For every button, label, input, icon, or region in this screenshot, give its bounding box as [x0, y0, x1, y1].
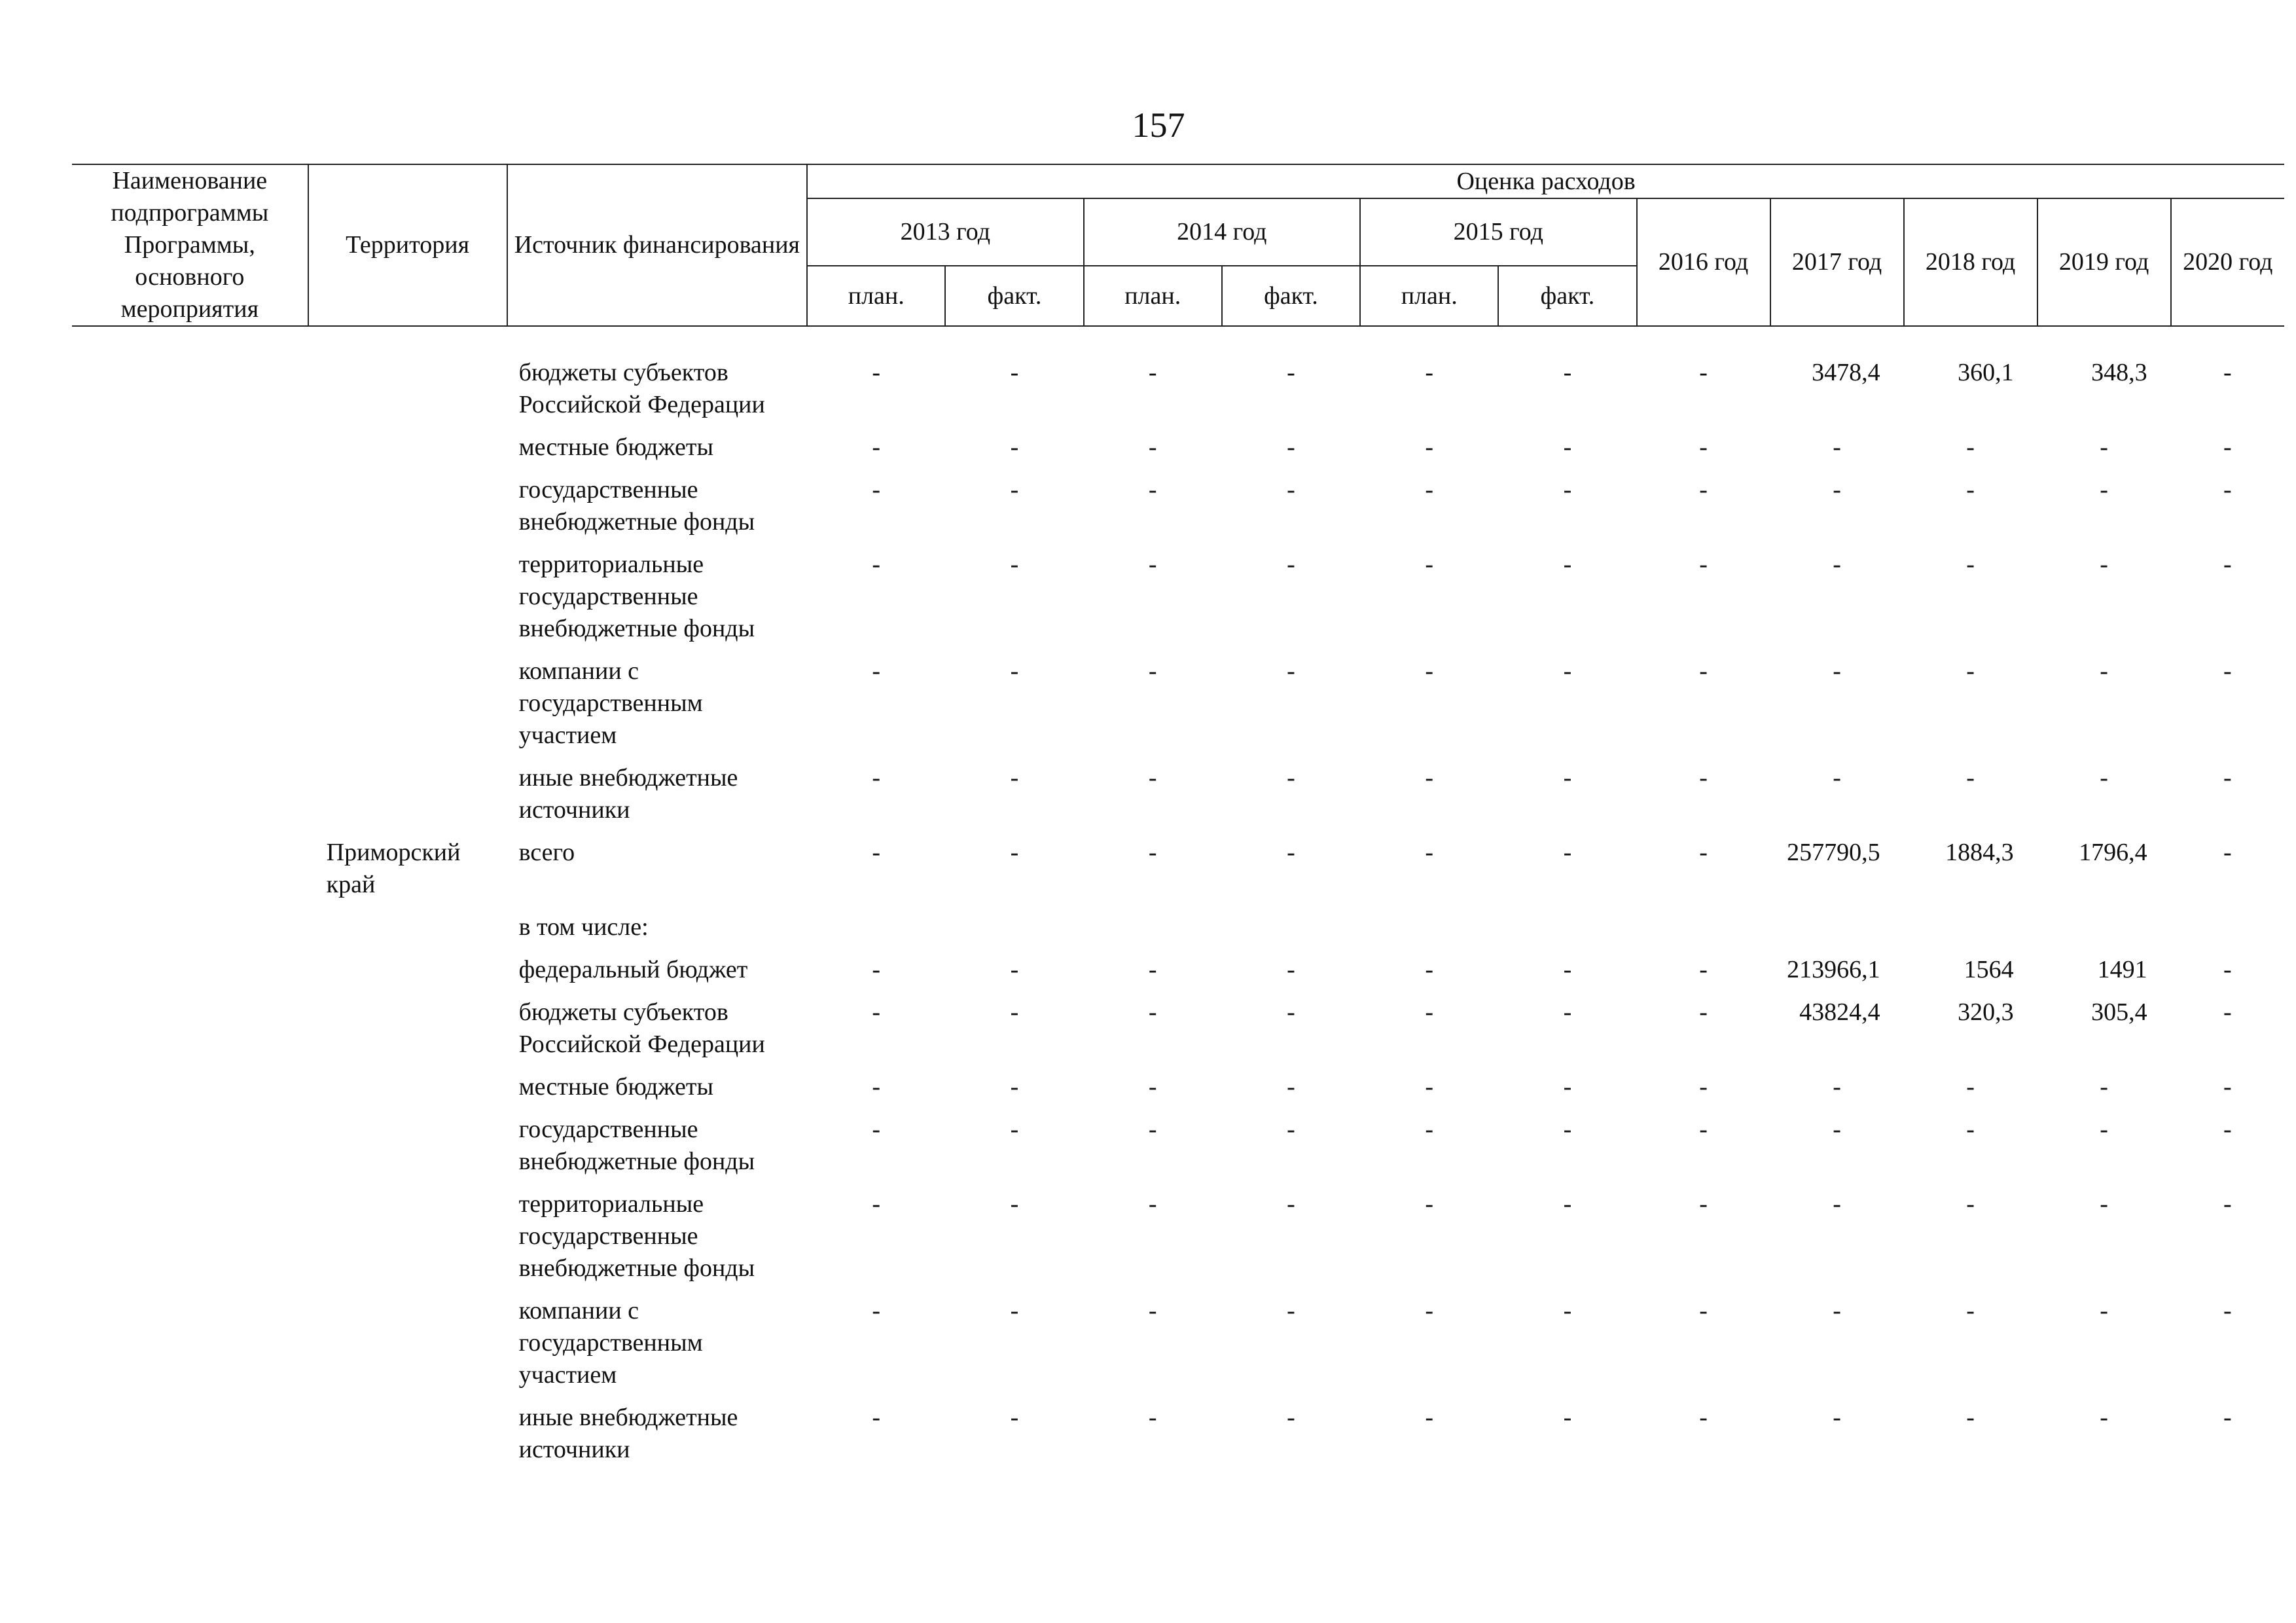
table-body: [72, 326, 2284, 1476]
row-value: -: [1833, 1190, 1841, 1218]
row-value: 1796,4: [2079, 839, 2147, 866]
row-value: -: [1287, 1190, 1295, 1218]
table-row: [72, 837, 2284, 911]
row-value: -: [1966, 1404, 1975, 1431]
row-value: -: [872, 359, 881, 386]
row-name-cell: [72, 954, 308, 996]
row-value: -: [1833, 1073, 1841, 1101]
row-value: 320,3: [1958, 998, 2014, 1026]
row-value: 3478,4: [1812, 359, 1880, 386]
row-value: [2171, 911, 2284, 954]
row-value: -: [1833, 657, 1841, 685]
row-value: -: [1425, 551, 1434, 578]
row-value: [1222, 911, 1360, 954]
row-value: -: [1563, 998, 1572, 1026]
row-value: -: [1287, 1297, 1295, 1324]
table-header: [72, 164, 2284, 326]
header-year-2014: 2014 год: [1084, 198, 1360, 266]
row-value: -: [1148, 1190, 1157, 1218]
row-value: -: [1287, 551, 1295, 578]
row-value: -: [1833, 551, 1841, 578]
header-plan-2013: план.: [807, 266, 945, 326]
row-value: -: [1966, 1073, 1975, 1101]
header-year-2013: 2013 год: [807, 198, 1083, 266]
row-value: 1884,3: [1945, 839, 2014, 866]
row-value: -: [1010, 551, 1019, 578]
row-value: -: [872, 1073, 881, 1101]
row-value: -: [872, 1190, 881, 1218]
header-territory: Территория: [308, 164, 507, 326]
row-value: -: [1287, 998, 1295, 1026]
table-row: [72, 1071, 2284, 1114]
row-value: -: [1699, 551, 1708, 578]
table-row: [72, 1114, 2284, 1188]
row-territory: [308, 762, 507, 837]
row-value: -: [872, 764, 881, 792]
row-value: -: [1833, 764, 1841, 792]
row-value: -: [1148, 433, 1157, 461]
row-value: -: [1563, 657, 1572, 685]
row-value: -: [1425, 839, 1434, 866]
header-name: Наименование подпрограммы Программы, основного мероприятия: [72, 164, 308, 326]
row-territory: [308, 1402, 507, 1476]
row-value: -: [1699, 764, 1708, 792]
row-value: 305,4: [2091, 998, 2147, 1026]
row-name-cell: [72, 1188, 308, 1295]
table-row: [72, 954, 2284, 996]
row-value: -: [872, 476, 881, 503]
row-value: -: [1699, 1116, 1708, 1143]
row-value: -: [1010, 1116, 1019, 1143]
row-value: -: [1966, 1297, 1975, 1324]
row-value: -: [872, 551, 881, 578]
row-value: -: [2100, 657, 2108, 685]
row-value: -: [1966, 551, 1975, 578]
row-source: местные бюджеты: [518, 433, 714, 461]
row-value: -: [1148, 998, 1157, 1026]
row-value: -: [1148, 956, 1157, 983]
row-value: -: [1010, 839, 1019, 866]
row-value: -: [2223, 1190, 2232, 1218]
row-value: -: [1833, 476, 1841, 503]
row-value: -: [1425, 1404, 1434, 1431]
row-value: -: [1966, 1116, 1975, 1143]
row-value: -: [1699, 433, 1708, 461]
row-value: -: [1287, 764, 1295, 792]
row-name-cell: [72, 762, 308, 837]
header-plan-2014: план.: [1084, 266, 1222, 326]
row-source: государственные внебюджетные фонды: [518, 476, 755, 536]
row-value: -: [1563, 476, 1572, 503]
row-value: -: [1563, 1190, 1572, 1218]
row-source: местные бюджеты: [518, 1073, 714, 1101]
row-value: -: [1699, 998, 1708, 1026]
row-value: -: [1425, 1073, 1434, 1101]
row-name-cell: [72, 431, 308, 474]
row-name-cell: [72, 911, 308, 954]
row-value: -: [2223, 657, 2232, 685]
row-territory: [308, 954, 507, 996]
row-value: [1904, 911, 2037, 954]
row-value: -: [1148, 551, 1157, 578]
header-year-2015: 2015 год: [1360, 198, 1636, 266]
row-name-cell: [72, 1295, 308, 1402]
row-value: -: [1563, 839, 1572, 866]
table-row: [72, 431, 2284, 474]
row-value: -: [1287, 657, 1295, 685]
row-value: -: [2100, 433, 2108, 461]
row-territory: [308, 1188, 507, 1295]
row-value: 213966,1: [1787, 956, 1880, 983]
row-value: -: [1563, 433, 1572, 461]
row-value: -: [872, 998, 881, 1026]
row-value: -: [1425, 476, 1434, 503]
row-value: -: [1699, 476, 1708, 503]
header-source: Источник финансирования: [507, 164, 808, 326]
row-value: -: [2223, 1297, 2232, 1324]
row-territory: [308, 655, 507, 762]
row-territory: [308, 911, 507, 954]
row-value: -: [1010, 359, 1019, 386]
row-value: -: [1966, 476, 1975, 503]
table-row: [72, 1188, 2284, 1295]
row-value: -: [1148, 1297, 1157, 1324]
row-value: -: [1563, 1073, 1572, 1101]
row-source: территориальные государственные внебюджетные фонды: [518, 1190, 755, 1282]
row-source: всего: [518, 839, 575, 866]
row-territory: [308, 1295, 507, 1402]
row-value: -: [1148, 1116, 1157, 1143]
row-value: 360,1: [1958, 359, 2014, 386]
header-year-2017: 2017 год: [1770, 198, 1904, 326]
row-value: -: [1287, 1073, 1295, 1101]
row-value: -: [2100, 1073, 2108, 1101]
row-value: -: [2223, 764, 2232, 792]
row-value: -: [1287, 839, 1295, 866]
row-value: -: [1425, 1116, 1434, 1143]
row-source: бюджеты субъектов Российской Федерации: [518, 359, 765, 418]
row-value: -: [1563, 1116, 1572, 1143]
row-source: компании с государственным участием: [518, 657, 703, 749]
row-value: -: [2223, 1404, 2232, 1431]
row-value: -: [872, 1297, 881, 1324]
row-value: -: [1966, 657, 1975, 685]
table-row: [72, 655, 2284, 762]
row-value: -: [2100, 1297, 2108, 1324]
row-value: -: [2100, 476, 2108, 503]
row-value: -: [1425, 1190, 1434, 1218]
row-value: -: [1833, 433, 1841, 461]
row-name-cell: [72, 996, 308, 1071]
row-source: бюджеты субъектов Российской Федерации: [518, 998, 765, 1058]
row-name-cell: [72, 474, 308, 549]
table-row: [72, 549, 2284, 655]
row-territory: [308, 996, 507, 1071]
row-value: 257790,5: [1787, 839, 1880, 866]
row-name-cell: [72, 837, 308, 911]
row-source: в том числе:: [518, 913, 649, 941]
row-value: -: [1010, 1404, 1019, 1431]
row-value: -: [1148, 476, 1157, 503]
row-name-cell: [72, 1402, 308, 1476]
row-value: -: [1833, 1297, 1841, 1324]
header-fact-2014: факт.: [1222, 266, 1360, 326]
row-value: -: [2223, 551, 2232, 578]
row-value: -: [2100, 1116, 2108, 1143]
header-year-2020: 2020 год: [2171, 198, 2284, 326]
row-source: территориальные государственные внебюджетные фонды: [518, 551, 755, 642]
row-value: -: [1699, 1190, 1708, 1218]
row-value: -: [1425, 956, 1434, 983]
row-value: -: [1148, 1404, 1157, 1431]
row-value: -: [1699, 956, 1708, 983]
row-value: -: [2223, 956, 2232, 983]
row-value: -: [1699, 359, 1708, 386]
row-value: -: [872, 433, 881, 461]
row-value: -: [2223, 1073, 2232, 1101]
row-value: [1770, 911, 1904, 954]
header-fact-2015: факт.: [1498, 266, 1636, 326]
row-value: 1491: [2097, 956, 2147, 983]
row-value: [807, 911, 945, 954]
row-value: -: [1010, 657, 1019, 685]
row-value: [945, 911, 1083, 954]
row-value: -: [1425, 998, 1434, 1026]
row-value: -: [1966, 1190, 1975, 1218]
row-value: -: [2223, 476, 2232, 503]
row-source: компании с государственным участием: [518, 1297, 703, 1389]
row-value: -: [872, 657, 881, 685]
row-value: -: [1563, 764, 1572, 792]
row-value: -: [1699, 1073, 1708, 1101]
row-value: -: [2100, 551, 2108, 578]
row-value: -: [2100, 1404, 2108, 1431]
row-value: -: [1833, 1404, 1841, 1431]
row-territory: [308, 549, 507, 655]
row-value: -: [872, 1116, 881, 1143]
row-value: -: [1966, 433, 1975, 461]
row-value: -: [1010, 476, 1019, 503]
row-value: -: [1563, 956, 1572, 983]
row-value: -: [872, 956, 881, 983]
row-value: -: [1287, 433, 1295, 461]
row-value: -: [1563, 1404, 1572, 1431]
page-number: 157: [1132, 105, 1185, 145]
row-value: [1084, 911, 1222, 954]
row-value: -: [1287, 1116, 1295, 1143]
row-value: -: [1563, 551, 1572, 578]
row-source: государственные внебюджетные фонды: [518, 1116, 755, 1175]
row-value: -: [2223, 839, 2232, 866]
row-territory: Приморский край: [326, 839, 461, 898]
header-fact-2013: факт.: [945, 266, 1083, 326]
row-source: иные внебюджетные источники: [518, 1404, 738, 1463]
row-name-cell: [72, 549, 308, 655]
row-territory: [308, 1071, 507, 1114]
header-year-2018: 2018 год: [1904, 198, 2037, 326]
row-value: -: [1148, 1073, 1157, 1101]
row-value: -: [2223, 1116, 2232, 1143]
table-row: [72, 911, 2284, 954]
row-name-cell: [72, 357, 308, 431]
row-value: -: [1833, 1116, 1841, 1143]
row-value: -: [1010, 433, 1019, 461]
row-value: -: [2223, 359, 2232, 386]
row-value: -: [1563, 1297, 1572, 1324]
row-name-cell: [72, 1071, 308, 1114]
row-value: -: [1425, 657, 1434, 685]
table-row: [72, 357, 2284, 431]
row-value: [1637, 911, 1770, 954]
row-value: 348,3: [2091, 359, 2147, 386]
row-value: -: [1148, 839, 1157, 866]
row-source: федеральный бюджет: [518, 956, 748, 983]
row-value: -: [2223, 433, 2232, 461]
row-value: -: [1148, 657, 1157, 685]
row-value: -: [2223, 998, 2232, 1026]
row-value: -: [1287, 476, 1295, 503]
row-value: -: [1966, 764, 1975, 792]
row-value: [2037, 911, 2171, 954]
row-territory: [308, 1114, 507, 1188]
row-value: -: [1699, 1404, 1708, 1431]
row-value: -: [2100, 1190, 2108, 1218]
row-value: -: [1287, 359, 1295, 386]
row-value: -: [1425, 433, 1434, 461]
row-value: -: [2100, 764, 2108, 792]
row-value: -: [1425, 359, 1434, 386]
table-row: [72, 1402, 2284, 1476]
budget-table: [72, 164, 2284, 1476]
row-value: 43824,4: [1799, 998, 1880, 1026]
row-value: -: [1287, 956, 1295, 983]
row-value: -: [1010, 998, 1019, 1026]
row-value: -: [1148, 764, 1157, 792]
row-value: -: [872, 839, 881, 866]
row-value: [1498, 911, 1636, 954]
header-year-2019: 2019 год: [2037, 198, 2171, 326]
row-value: -: [1010, 1073, 1019, 1101]
header-cost-estimate: Оценка расходов: [807, 164, 2284, 198]
row-value: -: [1563, 359, 1572, 386]
row-value: -: [1699, 657, 1708, 685]
row-value: -: [1425, 1297, 1434, 1324]
row-value: -: [1010, 764, 1019, 792]
row-value: [1360, 911, 1498, 954]
table-row: [72, 474, 2284, 549]
row-territory: [308, 357, 507, 431]
row-source: иные внебюджетные источники: [518, 764, 738, 824]
table-row: [72, 762, 2284, 837]
row-value: -: [1010, 1190, 1019, 1218]
row-value: -: [872, 1404, 881, 1431]
header-year-2016: 2016 год: [1637, 198, 1770, 326]
row-name-cell: [72, 655, 308, 762]
row-value: -: [1425, 764, 1434, 792]
header-plan-2015: план.: [1360, 266, 1498, 326]
table-row: [72, 1295, 2284, 1402]
row-territory: [308, 474, 507, 549]
row-value: -: [1148, 359, 1157, 386]
row-territory: [308, 431, 507, 474]
table-row: [72, 996, 2284, 1071]
row-value: -: [1699, 839, 1708, 866]
row-value: -: [1287, 1404, 1295, 1431]
row-value: -: [1699, 1297, 1708, 1324]
row-value: -: [1010, 1297, 1019, 1324]
row-value: 1564: [1964, 956, 2014, 983]
row-value: -: [1010, 956, 1019, 983]
row-name-cell: [72, 1114, 308, 1188]
